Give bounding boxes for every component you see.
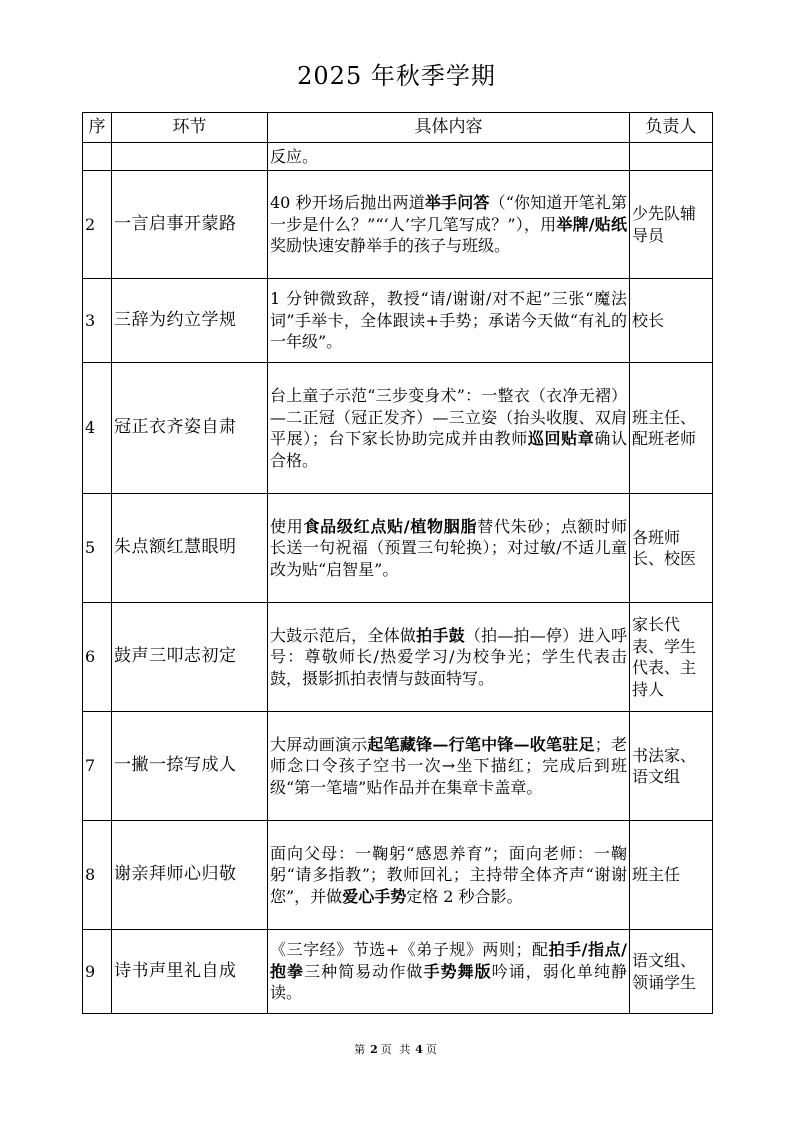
row-number: 9 [83,930,112,1014]
content-emphasis: 举手问答 [424,193,490,213]
row-owner: 班主任 [630,821,713,930]
row-number: 2 [83,171,112,279]
content-emphasis: 手势舞版 [423,961,492,981]
content-text: 反应。 [270,146,319,166]
content-text: 大屏动画演示 [270,734,368,754]
row-content [268,821,630,930]
table-row [83,603,713,712]
page-title: 2025 年秋季学期 [297,62,496,90]
table-row [83,171,713,279]
footer-prefix: 第 [354,1043,368,1056]
row-content [268,363,630,494]
content-text: 台上童子示范“三步变身术”：一整衣（衣净无褶）—二正冠（冠正发齐）—三立姿（抬头收腹、双肩平展）；台下家长协助完成并由教师 [270,386,627,448]
content-emphasis: 举牌/贴纸 [556,214,627,234]
row-segment: 谢亲拜师心归敬 [112,821,268,930]
content-emphasis: 拍手/指点/抱拳 [270,940,627,981]
content-emphasis: 食品级红点贴/植物胭脂 [303,516,478,536]
row-number: 8 [83,821,112,930]
content-text: 《三字经》节选+《弟子规》两则；配 [270,940,549,960]
content-emphasis: 爱心手势 [342,886,407,906]
table-row [83,279,713,363]
row-number: 4 [83,363,112,494]
row-content [268,712,630,821]
table-row [83,930,713,1014]
row-segment: 诗书声里礼自成 [112,930,268,1014]
header-content: 具体内容 [268,113,630,143]
table-row [83,821,713,930]
header-owner: 负责人 [630,113,713,143]
content-text: 1 分钟微致辞，教授“请/谢谢/对不起”三张“魔法词”手举卡，全体跟读+手势；承诺今天做“有礼的一年级”。 [270,289,627,352]
row-owner: 各班师长、校医 [630,494,713,603]
row-segment: 一撇一捺写成人 [112,712,268,821]
content-text: 吟诵，弱化单纯静读。 [270,961,627,1003]
content-text: 三种简易动作做 [304,961,424,981]
row-owner: 班主任、配班老师 [630,363,713,494]
content-emphasis: 拍手鼓 [416,625,465,645]
row-owner: 少先队辅导员 [630,171,713,279]
content-text: 40 秒开场后抛出两道 [270,193,425,213]
schedule-table [82,112,713,1014]
content-text: 替代朱砂；点额时师长送一句祝福（预置三句轮换）；对过敏/不适儿童改为贴“启智星”。 [270,516,627,579]
row-segment: 三辞为约立学规 [112,279,268,363]
content-emphasis: 巡回贴章 [527,429,595,448]
row-owner [630,143,713,171]
header-segment: 环节 [112,113,268,143]
header-num: 序 [83,113,112,143]
row-number: 7 [83,712,112,821]
row-owner: 校长 [630,279,713,363]
row-content [268,143,630,171]
content-emphasis: 起笔藏锋—行笔中锋—收笔驻足 [367,734,595,754]
row-content [268,930,630,1014]
content-text: 奖励快速安静举手的孩子与班级。 [270,236,511,256]
row-segment: 冠正衣齐姿自肃 [112,363,268,494]
row-number: 5 [83,494,112,603]
table-row [83,494,713,603]
row-segment: 朱点额红慧眼明 [112,494,268,603]
content-text: （“你知道开笔礼第一步是什么？”“‘人’字几笔写成？”），用 [270,193,627,234]
content-text: 确认合格。 [270,429,627,470]
content-text: 使用 [270,516,304,536]
content-text: 面向父母：一鞠躬“感恩养育”；面向老师：一鞠躬“请多指教”；教师回礼；主持带全体齐声“谢谢您”，并做 [270,843,627,906]
row-owner: 语文组、领诵学生 [630,930,713,1014]
content-text: （拍—拍—停）进入呼号：尊敬师长/热爱学习/为校争光；学生代表击鼓，摄影抓拍表情与鼓面特写。 [270,625,627,688]
row-content [268,171,630,279]
row-segment: 一言启事开蒙路 [112,171,268,279]
footer-page-number: 2 [370,1043,378,1056]
table-row [83,143,713,171]
page-footer [0,1043,793,1057]
footer-total-pages: 4 [415,1043,423,1056]
footer-suffix: 页 [425,1043,439,1056]
row-content [268,494,630,603]
content-text: ；老师念口令孩子空书一次→坐下描红；完成后到班级“第一笔墙”贴作品并在集章卡盖章。 [270,734,627,797]
footer-middle: 页 共 [380,1043,413,1056]
row-segment: 鼓声三叩志初定 [112,603,268,712]
row-owner: 书法家、语文组 [630,712,713,821]
row-owner: 家长代表、学生代表、主持人 [630,603,713,712]
row-segment [112,143,268,171]
row-number: 6 [83,603,112,712]
table-row [83,363,713,494]
row-content [268,603,630,712]
row-number [83,143,112,171]
content-text: 大鼓示范后，全体做 [270,625,417,645]
table-row [83,712,713,821]
row-number: 3 [83,279,112,363]
table-header-row [83,113,713,143]
content-text: 定格 2 秒合影。 [406,886,523,906]
row-content [268,279,630,363]
